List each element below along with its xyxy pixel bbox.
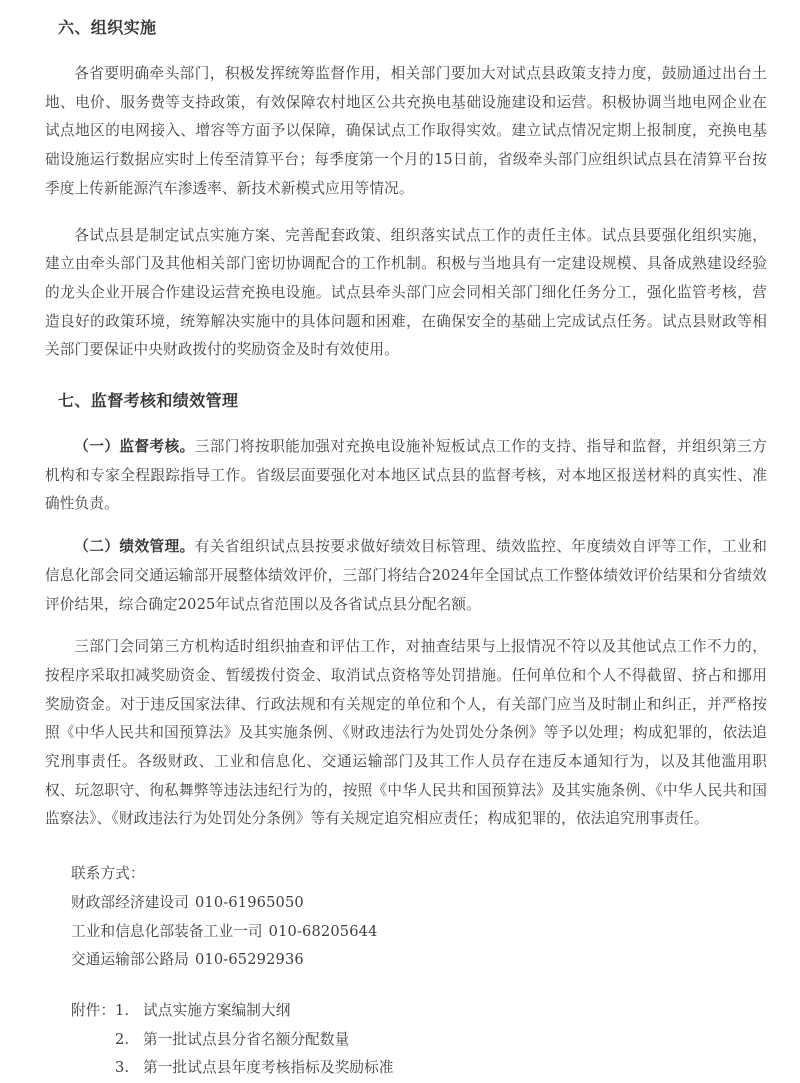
- attachment-number-2: 2.: [115, 1030, 130, 1048]
- contact-entry-transport: [71, 946, 767, 975]
- paragraph-lead-performance: （二）绩效管理。: [74, 538, 195, 556]
- contact-phone-miit: 010-68205644: [268, 922, 378, 940]
- contact-entry-miit: [71, 918, 767, 947]
- paragraph-seven-item-1: [45, 433, 767, 519]
- section-heading-six: 六、组织实施: [58, 18, 157, 37]
- attachment-number-3: 3.: [115, 1059, 130, 1077]
- attachment-text-1: 试点实施方案编制大纲: [143, 1001, 291, 1019]
- paragraph-lead-supervision: （一）监督考核。: [74, 438, 195, 456]
- contact-phone-transport: 010-65292936: [194, 951, 304, 969]
- contact-org-miit: 工业和信息化部装备工业一司: [71, 922, 263, 940]
- attachment-row-3: [71, 1054, 767, 1083]
- contact-block: [45, 860, 767, 975]
- paragraph-seven-item-2: [45, 533, 767, 619]
- paragraph-six-1: 各省要明确牵头部门，积极发挥统筹监督作用，相关部门要加大对试点县政策支持力度，鼓励通过出台土地、电价、服务费等支持政策，有效保障农村地区公共充换电基础设施建设和运营。积极协调当地电网企业在试点地区的电网接入、增容等方面予以保障，确保试点工作取得实效。建立试点情况定期上报制度，充换电基础设施运行数据应实时上传至清算平台；每季度第一个月的15日前，省级牵头部门应组织试点县在清算平台按季度上传新能源汽车渗透率、新技术新模式应用等情况。: [45, 65, 767, 197]
- attachment-number-1: 1.: [115, 1001, 130, 1019]
- paragraph-body-performance: 有关省组织试点县按要求做好绩效目标管理、绩效监控、年度绩效自评等工作，工业和信息化部会同交通运输部开展整体绩效评价，三部门将结合2024年全国试点工作整体绩效评价结果和分省绩效评价结果，综合确定2025年试点省范围以及各省试点县分配名额。: [45, 538, 767, 613]
- contact-org-finance: 财政部经济建设司: [71, 893, 189, 911]
- contact-org-transport: 交通运输部公路局: [71, 951, 189, 969]
- paragraph-seven-closing: 三部门会同第三方机构适时组织抽查和评估工作，对抽查结果与上报情况不符以及其他试点工作不力的，按程序采取扣减奖励资金、暂缓拨付资金、取消试点资格等处罚措施。任何单位和个人不得截留、挤占和挪用奖励资金。对于违反国家法律、行政法规和有关规定的单位和个人，有关部门应当及时制止和纠正，并严格按照《中华人民共和国预算法》及其实施条例、《财政违法行为处罚处分条例》等予以处理；构成犯罪的，依法追究刑事责任。各级财政、工业和信息化、交通运输部门及其工作人员存在违反本通知行为，以及其他滥用职权、玩忽职守、徇私舞弊等违法违纪行为的，按照《中华人民共和国预算法》及其实施条例、《中华人民共和国监察法》、《财政违法行为处罚处分条例》等有关规定追究相应责任；构成犯罪的，依法追究刑事责任。: [45, 638, 767, 828]
- attachments-label: 附件：: [71, 1001, 116, 1019]
- paragraph-body-supervision: 三部门将按职能加强对充换电设施补短板试点工作的支持、指导和监督，并组织第三方机构和专家全程跟踪指导工作。省级层面要强化对本地区试点县的监督考核，对本地区报送材料的真实性、准确性负责。: [45, 438, 767, 513]
- paragraph-six-2: 各试点县是制定试点实施方案、完善配套政策、组织落实试点工作的责任主体。试点县要强化组织实施，建立由牵头部门及其他相关部门密切协调配合的工作机制。积极与当地具有一定建设规模、具备成熟建设经验的龙头企业开展合作建设运营充换电设施。试点县牵头部门应会同相关部门细化任务分工，强化监管考核，营造良好的政策环境，统筹解决实施中的具体问题和困难，在确保安全的基础上完成试点任务。试点县财政等相关部门要保证中央财政拨付的奖励资金及时有效使用。: [45, 226, 767, 359]
- contact-title: 联系方式：: [71, 865, 145, 883]
- attachments-block: [45, 997, 767, 1083]
- attachment-text-2: 第一批试点县分省名额分配数量: [143, 1030, 350, 1048]
- section-heading-seven: 七、监督考核和绩效管理: [58, 391, 239, 411]
- attachment-text-3: 第一批试点县年度考核指标及奖励标准: [143, 1059, 394, 1077]
- contact-entry-finance: [71, 889, 767, 918]
- attachment-row-1: [71, 997, 767, 1026]
- document-body: [45, 0, 767, 1083]
- contact-phone-finance: 010-61965050: [194, 893, 304, 911]
- attachment-row-2: [71, 1026, 767, 1055]
